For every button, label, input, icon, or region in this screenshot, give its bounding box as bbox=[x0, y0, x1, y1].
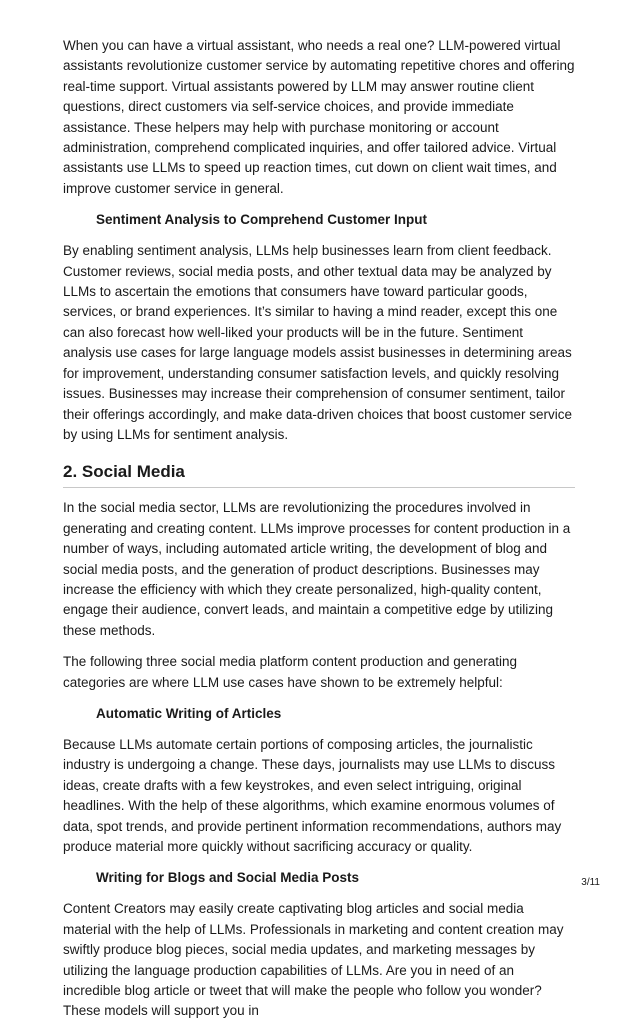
blogs-social-posts-heading: Writing for Blogs and Social Media Posts bbox=[96, 870, 360, 886]
categories-paragraph: The following three social media platform content production and generating categories are where LLM use cases have shown to be extremely helpful: bbox=[63, 654, 518, 690]
sentiment-analysis-paragraph: By enabling sentiment analysis, LLMs help businesses learn from client feedback. Customer reviews, social media posts, and other textual data may be analyzed by LLMs to ascertain the emotions that consumers have toward particular goods, services, or brand experiences. It’s similar to having a mind reader, except this one can also forecast how well-liked your products will be in the future. Sentiment analysis use cases for large language models assist businesses in determining areas for improvement, understanding consumer satisfaction levels, and quickly resolving issues. Businesses may increase their comprehension of consumer sentiment, tailor their offerings accordingly, and make data-driven choices that boost customer service by using LLMs for sentiment analysis. bbox=[63, 243, 573, 442]
automatic-articles-paragraph: Because LLMs automate certain portions of composing articles, the journalistic industry is undergoing a change. These days, journalists may use LLMs to discuss ideas, create drafts with a few keystrokes, and even select intriguing, original headlines. With the help of these algorithms, which examine enormous volumes of data, spot trends, and provide pertinent information recommendations, authors may produce material more quickly without sacrificing accuracy or quality. bbox=[63, 736, 562, 854]
social-media-paragraph: In the social media sector, LLMs are revolutionizing the procedures involved in generating and creating content. LLMs improve processes for content production in a number of ways, including automated article writing, the development of blog and social media posts, and the generation of product descriptions. Businesses may increase the efficiency with which they create personalized, high-quality content, engage their audience, convert leads, and maintain a competitive edge by utilizing these methods. bbox=[63, 500, 571, 638]
sentiment-analysis-heading: Sentiment Analysis to Comprehend Customer Input bbox=[96, 212, 428, 228]
social-media-section-title: 2. Social Media bbox=[63, 461, 575, 488]
automatic-articles-heading: Automatic Writing of Articles bbox=[96, 705, 282, 721]
intro-paragraph: When you can have a virtual assistant, who needs a real one? LLM-powered virtual assistants revolutionize customer service by automating repetitive chores and offering real-time support. Virtual assistants powered by LLM may answer routine client questions, direct customers via self-service choices, and provide immediate assistance. These helpers may help with purchase monitoring or account administration, comprehend complicated inquiries, and offer tailored advice. Virtual assistants use LLMs to speed up reaction times, cut down on client wait times, and improve customer service in general. bbox=[63, 38, 575, 196]
page-number: 3/11 bbox=[581, 877, 600, 888]
document-page bbox=[63, 36, 575, 1033]
blogs-social-posts-paragraph: Content Creators may easily create captivating blog articles and social media material with the help of LLMs. Professionals in marketing and content creation may swiftly produce blog pieces, social media updates, and marketing messages by utilizing the language production capabilities of LLMs. Are you in need of an incredible blog article or tweet that will make the people who follow you wonder? These models will support you in bbox=[63, 901, 564, 1019]
